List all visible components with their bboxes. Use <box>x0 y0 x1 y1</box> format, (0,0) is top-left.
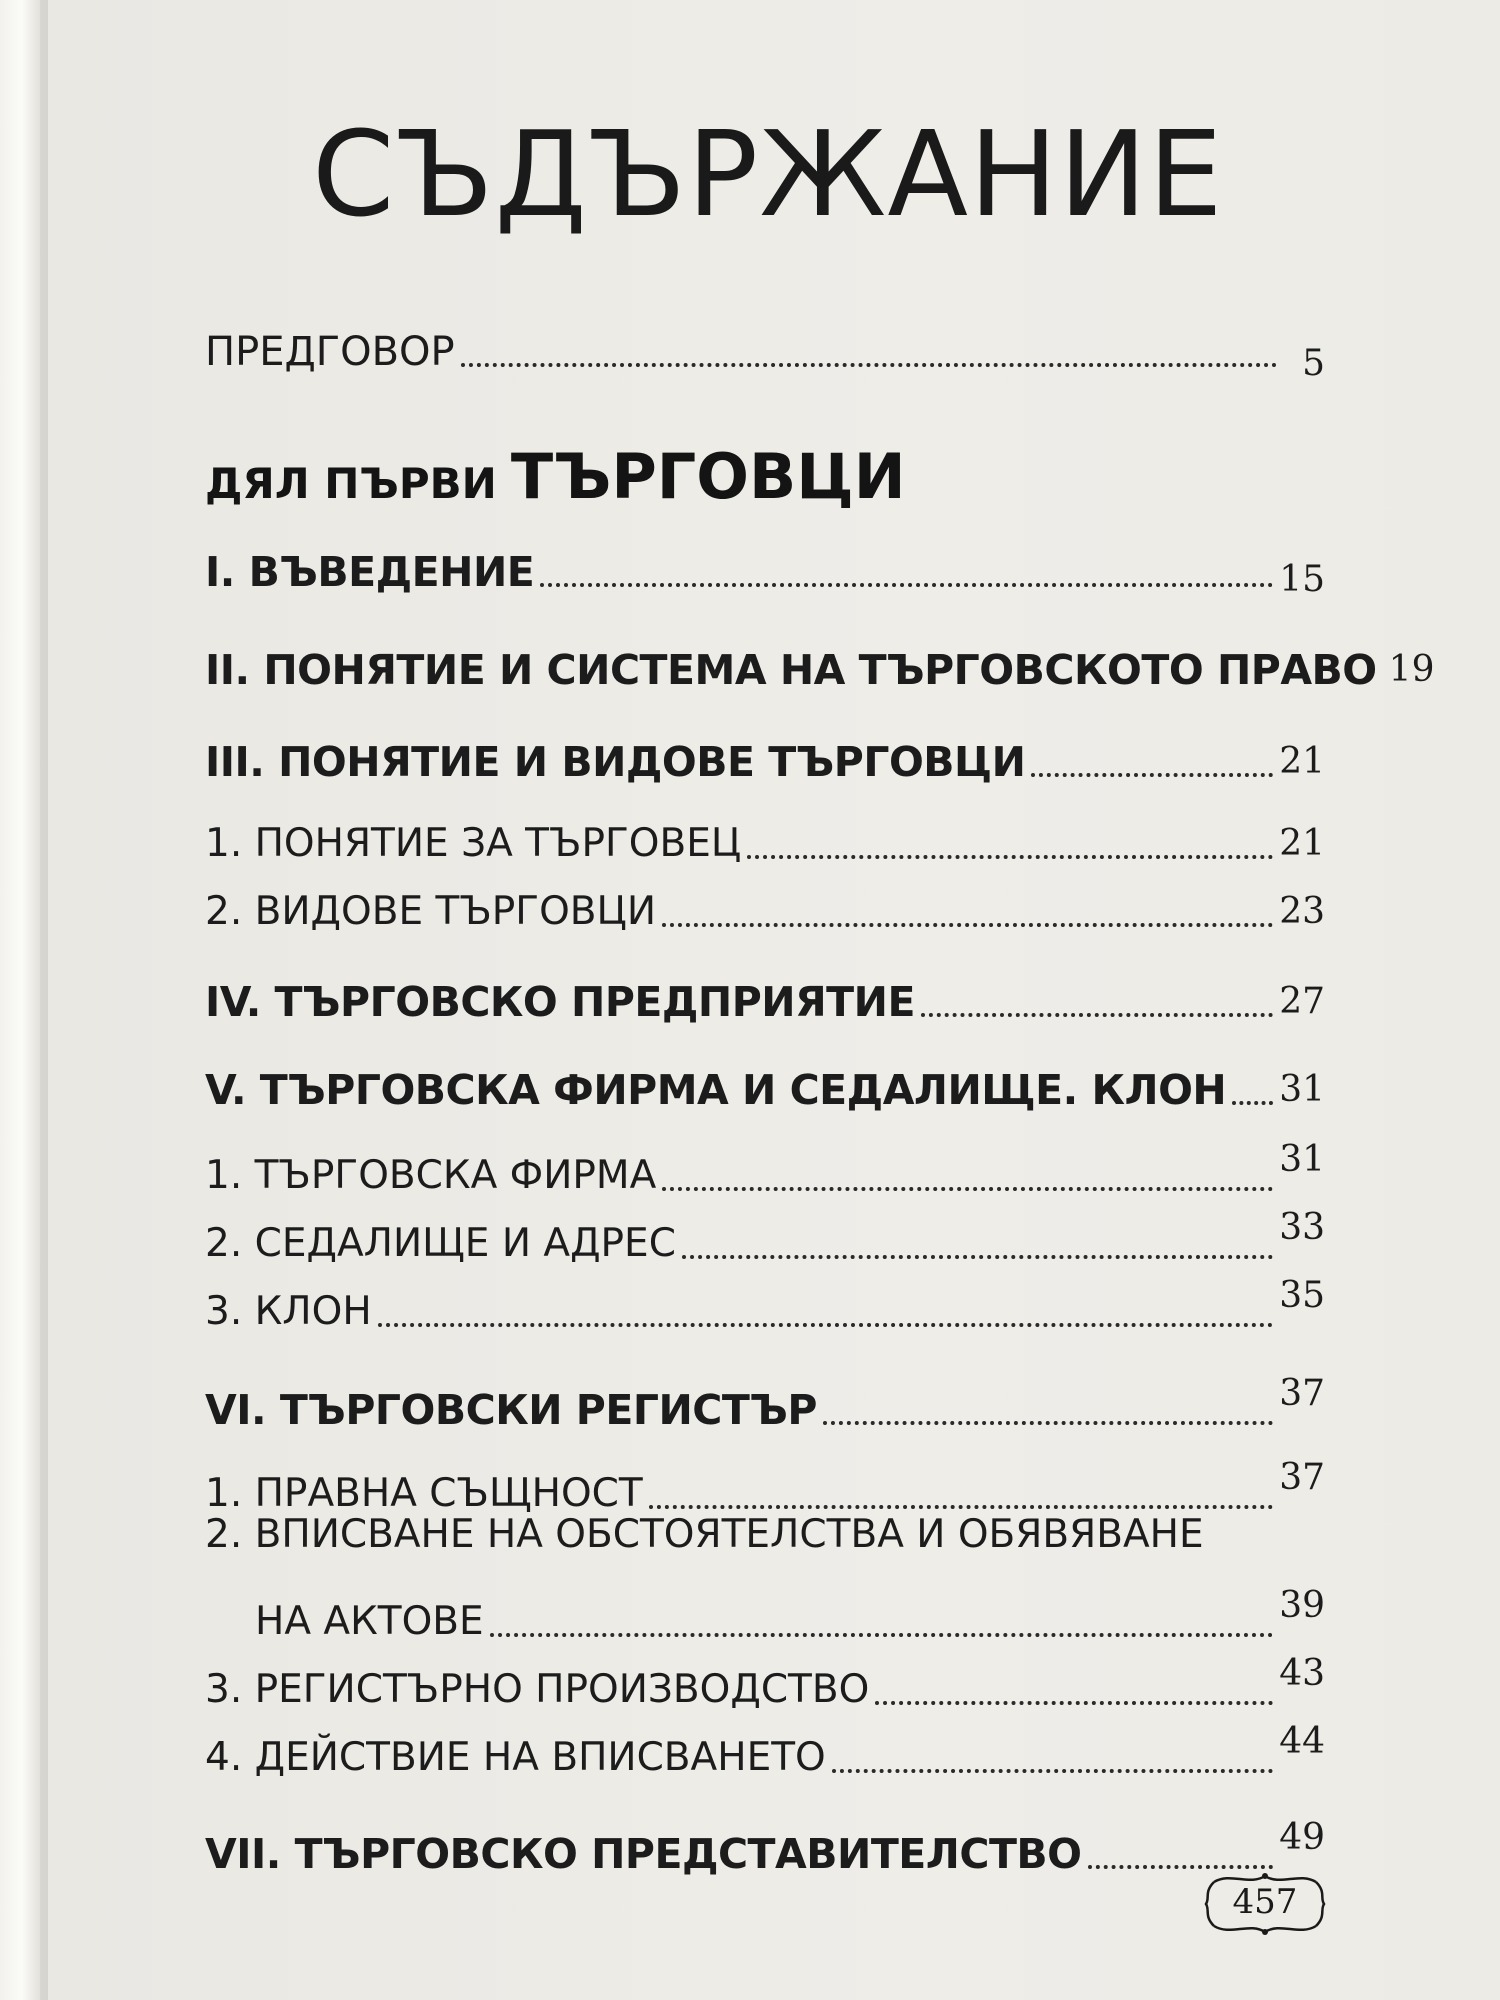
toc-entry-chapter-6 <box>205 1373 1325 1434</box>
toc-entry-chapter-4 <box>205 978 1325 1026</box>
dot-leader <box>921 1013 1273 1017</box>
toc-entry-section <box>205 1457 1325 1518</box>
toc-entry-section <box>205 888 1325 936</box>
toc-entry-label: 1. ТЪРГОВСКА ФИРМА <box>205 1153 657 1198</box>
toc-entry-preface <box>205 328 1325 384</box>
toc-entry-label: II. ПОНЯТИЕ И СИСТЕМА НА ТЪРГОВСКОТО ПРАВО <box>205 646 1377 694</box>
toc-entry-label: VI. ТЪРГОВСКИ РЕГИСТЪР <box>205 1386 817 1434</box>
toc-entry-label: 2. СЕДАЛИЩЕ И АДРЕС <box>205 1221 676 1266</box>
toc-entry-chapter-2 <box>205 646 1435 694</box>
part-name: ТЪРГОВЦИ <box>510 440 906 513</box>
dot-leader <box>461 363 1277 367</box>
toc-page-number: 35 <box>1279 1275 1325 1316</box>
toc-page-number: 44 <box>1279 1721 1325 1762</box>
toc-entry-chapter-1 <box>205 548 1325 600</box>
part-prefix: ДЯЛ ПЪРВИ <box>205 459 497 508</box>
toc-entry-section <box>205 820 1325 868</box>
toc-entry-section <box>205 1653 1325 1714</box>
toc-entry-label: I. ВЪВЕДЕНИЕ <box>205 548 535 596</box>
toc-page-number: 37 <box>1279 1373 1325 1414</box>
toc-entry-label: ПРЕДГОВОР <box>205 329 455 375</box>
toc-entry-label-line1: 2. ВПИСВАНЕ НА ОБСТОЯТЕЛСТВА И ОБЯВЯВАНЕ <box>205 1512 1204 1557</box>
part-heading <box>205 440 906 513</box>
toc-page-number: 23 <box>1279 891 1325 932</box>
dot-leader <box>1031 773 1273 777</box>
toc-page-number: 33 <box>1279 1207 1325 1248</box>
dot-leader <box>662 923 1273 927</box>
toc-entry-label: 1. ПОНЯТИЕ ЗА ТЪРГОВЕЦ <box>205 821 742 866</box>
dot-leader <box>490 1633 1274 1637</box>
page-title: СЪДЪРЖАНИЕ <box>312 105 1224 243</box>
dot-leader <box>823 1421 1273 1425</box>
dot-leader <box>378 1323 1274 1327</box>
toc-entry-chapter-3 <box>205 738 1325 786</box>
toc-entry-chapter-7 <box>205 1817 1325 1878</box>
toc-entry-label: 1. ПРАВНА СЪЩНОСТ <box>205 1471 643 1516</box>
toc-page-number: 5 <box>1302 343 1325 384</box>
dot-leader <box>832 1769 1273 1773</box>
toc-page-number: 27 <box>1279 981 1325 1022</box>
dot-leader <box>875 1701 1273 1705</box>
dot-leader <box>747 855 1273 859</box>
toc-page-number: 31 <box>1279 1069 1325 1110</box>
page-number-ornament <box>1200 1868 1330 1940</box>
toc-entry-label: V. ТЪРГОВСКА ФИРМА И СЕДАЛИЩЕ. КЛОН <box>205 1066 1227 1114</box>
toc-entry-section <box>255 1585 1325 1646</box>
toc-entry-label: VII. ТЪРГОВСКО ПРЕДСТАВИТЕЛСТВО <box>205 1830 1082 1878</box>
toc-entry-label: 3. РЕГИСТЪРНО ПРОИЗВОДСТВО <box>205 1667 870 1712</box>
dot-leader <box>682 1255 1273 1259</box>
toc-entry-label: 2. ВИДОВЕ ТЪРГОВЦИ <box>205 889 656 934</box>
toc-entry-label: 3. КЛОН <box>205 1289 372 1334</box>
toc-page-number: 19 <box>1388 649 1435 690</box>
dot-leader <box>662 1187 1273 1191</box>
dot-leader <box>649 1505 1273 1509</box>
toc-page-number: 37 <box>1279 1457 1325 1498</box>
toc-entry-label: 4. ДЕЙСТВИЕ НА ВПИСВАНЕТО <box>205 1735 826 1780</box>
dot-leader <box>1232 1101 1273 1105</box>
toc-page-number: 21 <box>1279 823 1325 864</box>
toc-entry-section <box>205 1275 1325 1336</box>
toc-entry-chapter-5 <box>205 1066 1325 1114</box>
page-number: 457 <box>1232 1882 1298 1922</box>
toc-entry-label: НА АКТОВЕ <box>255 1599 484 1644</box>
toc-page-number: 43 <box>1279 1653 1325 1694</box>
toc-page-number: 31 <box>1279 1139 1325 1180</box>
toc-entry-section <box>205 1207 1325 1268</box>
toc-entry-section <box>205 1139 1325 1200</box>
toc-page-number: 39 <box>1279 1585 1325 1626</box>
toc-entry-label: III. ПОНЯТИЕ И ВИДОВЕ ТЪРГОВЦИ <box>205 738 1026 786</box>
toc-page-number: 15 <box>1279 559 1325 600</box>
toc-entry-label: IV. ТЪРГОВСКО ПРЕДПРИЯТИЕ <box>205 978 915 1026</box>
toc-page-number: 21 <box>1279 741 1325 782</box>
toc-entry-section <box>205 1721 1325 1782</box>
dot-leader <box>540 583 1273 587</box>
toc-page-number: 49 <box>1279 1817 1325 1858</box>
